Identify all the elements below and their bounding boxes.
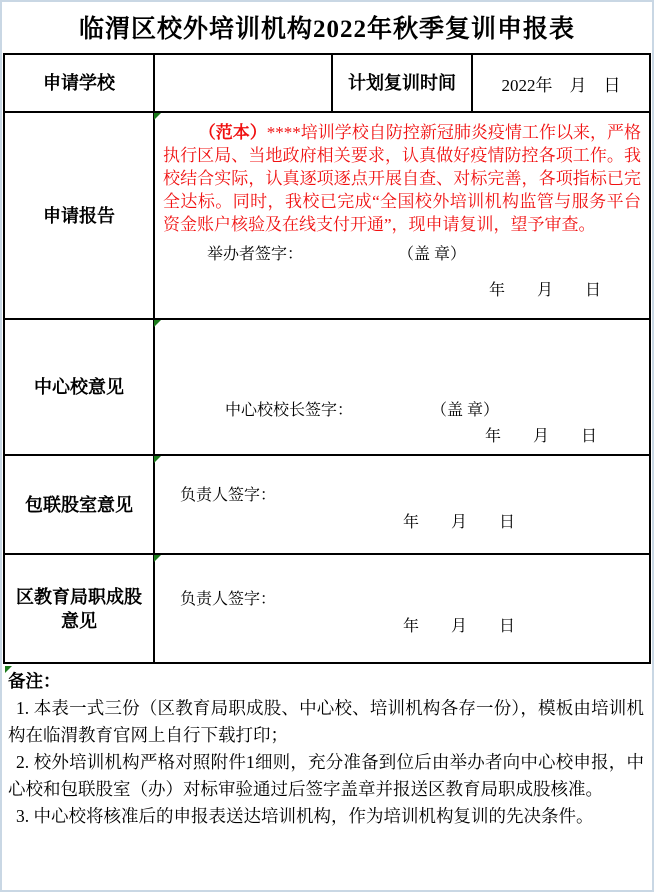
bureau-label: 区教育局职成股意见 bbox=[16, 586, 142, 631]
sample-body: ****培训学校自防控新冠肺炎疫情工作以来，严格执行区局、当地政府相关要求，认真做好疫情防控各项工作。我校结合实际，认真逐项逐点开展自查、对标完善，各项指标已完全达标。同时，我校已完成“全国校外培训机构监管与服务平台资金账户核验及在线支付开通”，现申请复训，望予审查。 bbox=[163, 123, 642, 234]
remark-item: 1. 本表一式三份（区教育局职成股、中心校、培训机构各存一份），模板由培训机构在临渭教育官网上自行下载打印； bbox=[8, 698, 644, 745]
report-label-cell bbox=[5, 113, 155, 318]
header-row bbox=[5, 55, 649, 113]
school-value-cell[interactable] bbox=[155, 55, 333, 111]
remark-item: 3. 中心校将核准后的申报表送达培训机构，作为培训机构复训的先决条件。 bbox=[16, 806, 594, 826]
cell-error-marker-icon bbox=[154, 113, 161, 120]
plan-time-label: 计划复训时间 bbox=[348, 73, 456, 93]
center-school-date-line: 年 月 日 bbox=[484, 428, 597, 445]
sample-tag: （范本） bbox=[198, 123, 267, 142]
report-label: 申请报告 bbox=[43, 205, 115, 226]
plan-time-label-cell bbox=[333, 55, 473, 111]
liaison-section-row bbox=[5, 456, 649, 555]
bureau-content-cell[interactable] bbox=[155, 555, 649, 662]
organizer-signature-label: 举办者签字： bbox=[207, 246, 304, 263]
sample-report-text bbox=[163, 121, 641, 236]
center-school-label: 中心校意见 bbox=[34, 377, 124, 397]
liaison-date-line: 年 月 日 bbox=[403, 514, 516, 531]
cell-error-marker-icon bbox=[154, 456, 161, 463]
school-label: 申请学校 bbox=[43, 73, 115, 93]
remark-item: 2. 校外培训机构严格对照附件1细则，充分准备到位后由举办者向中心校申报，中心校和包联股室（办）对标审验通过后签字盖章并报送区教育局职成股核准。 bbox=[8, 752, 644, 799]
liaison-signature-label: 负责人签字： bbox=[180, 487, 277, 504]
center-school-row bbox=[5, 320, 649, 456]
bureau-section-row bbox=[5, 555, 649, 662]
report-content-cell[interactable] bbox=[155, 113, 649, 318]
seal-label: （盖 章） bbox=[398, 246, 467, 263]
principal-signature-label: 中心校校长签字： bbox=[225, 402, 354, 419]
center-school-content-cell[interactable] bbox=[155, 320, 649, 454]
plan-time-value-cell[interactable] bbox=[473, 55, 649, 111]
liaison-content-cell[interactable] bbox=[155, 456, 649, 553]
seal-label: （盖 章） bbox=[431, 402, 500, 419]
bureau-signature-label: 负责人签字： bbox=[180, 591, 277, 608]
report-date-line: 年 月 日 bbox=[488, 282, 601, 299]
remarks-section bbox=[4, 665, 650, 888]
plan-time-value[interactable]: 2022年 月 日 bbox=[501, 75, 621, 95]
application-form-table bbox=[3, 53, 651, 664]
cell-error-marker-icon bbox=[154, 555, 161, 562]
liaison-signature-line bbox=[155, 482, 649, 505]
school-label-cell bbox=[5, 55, 155, 111]
report-row bbox=[5, 113, 649, 320]
liaison-label-cell bbox=[5, 456, 155, 553]
remarks-heading: 备注： bbox=[8, 671, 61, 691]
center-school-label-cell bbox=[5, 320, 155, 454]
liaison-label: 包联股室意见 bbox=[25, 494, 133, 515]
principal-signature-line bbox=[155, 397, 649, 420]
bureau-signature-line bbox=[155, 586, 649, 609]
bureau-date-line: 年 月 日 bbox=[403, 618, 516, 635]
bureau-label-cell bbox=[5, 555, 155, 662]
cell-error-marker-icon bbox=[154, 320, 161, 327]
organizer-signature-line bbox=[155, 241, 649, 264]
page-title: 临渭区校外培训机构2022年秋季复训申报表 bbox=[78, 16, 575, 43]
